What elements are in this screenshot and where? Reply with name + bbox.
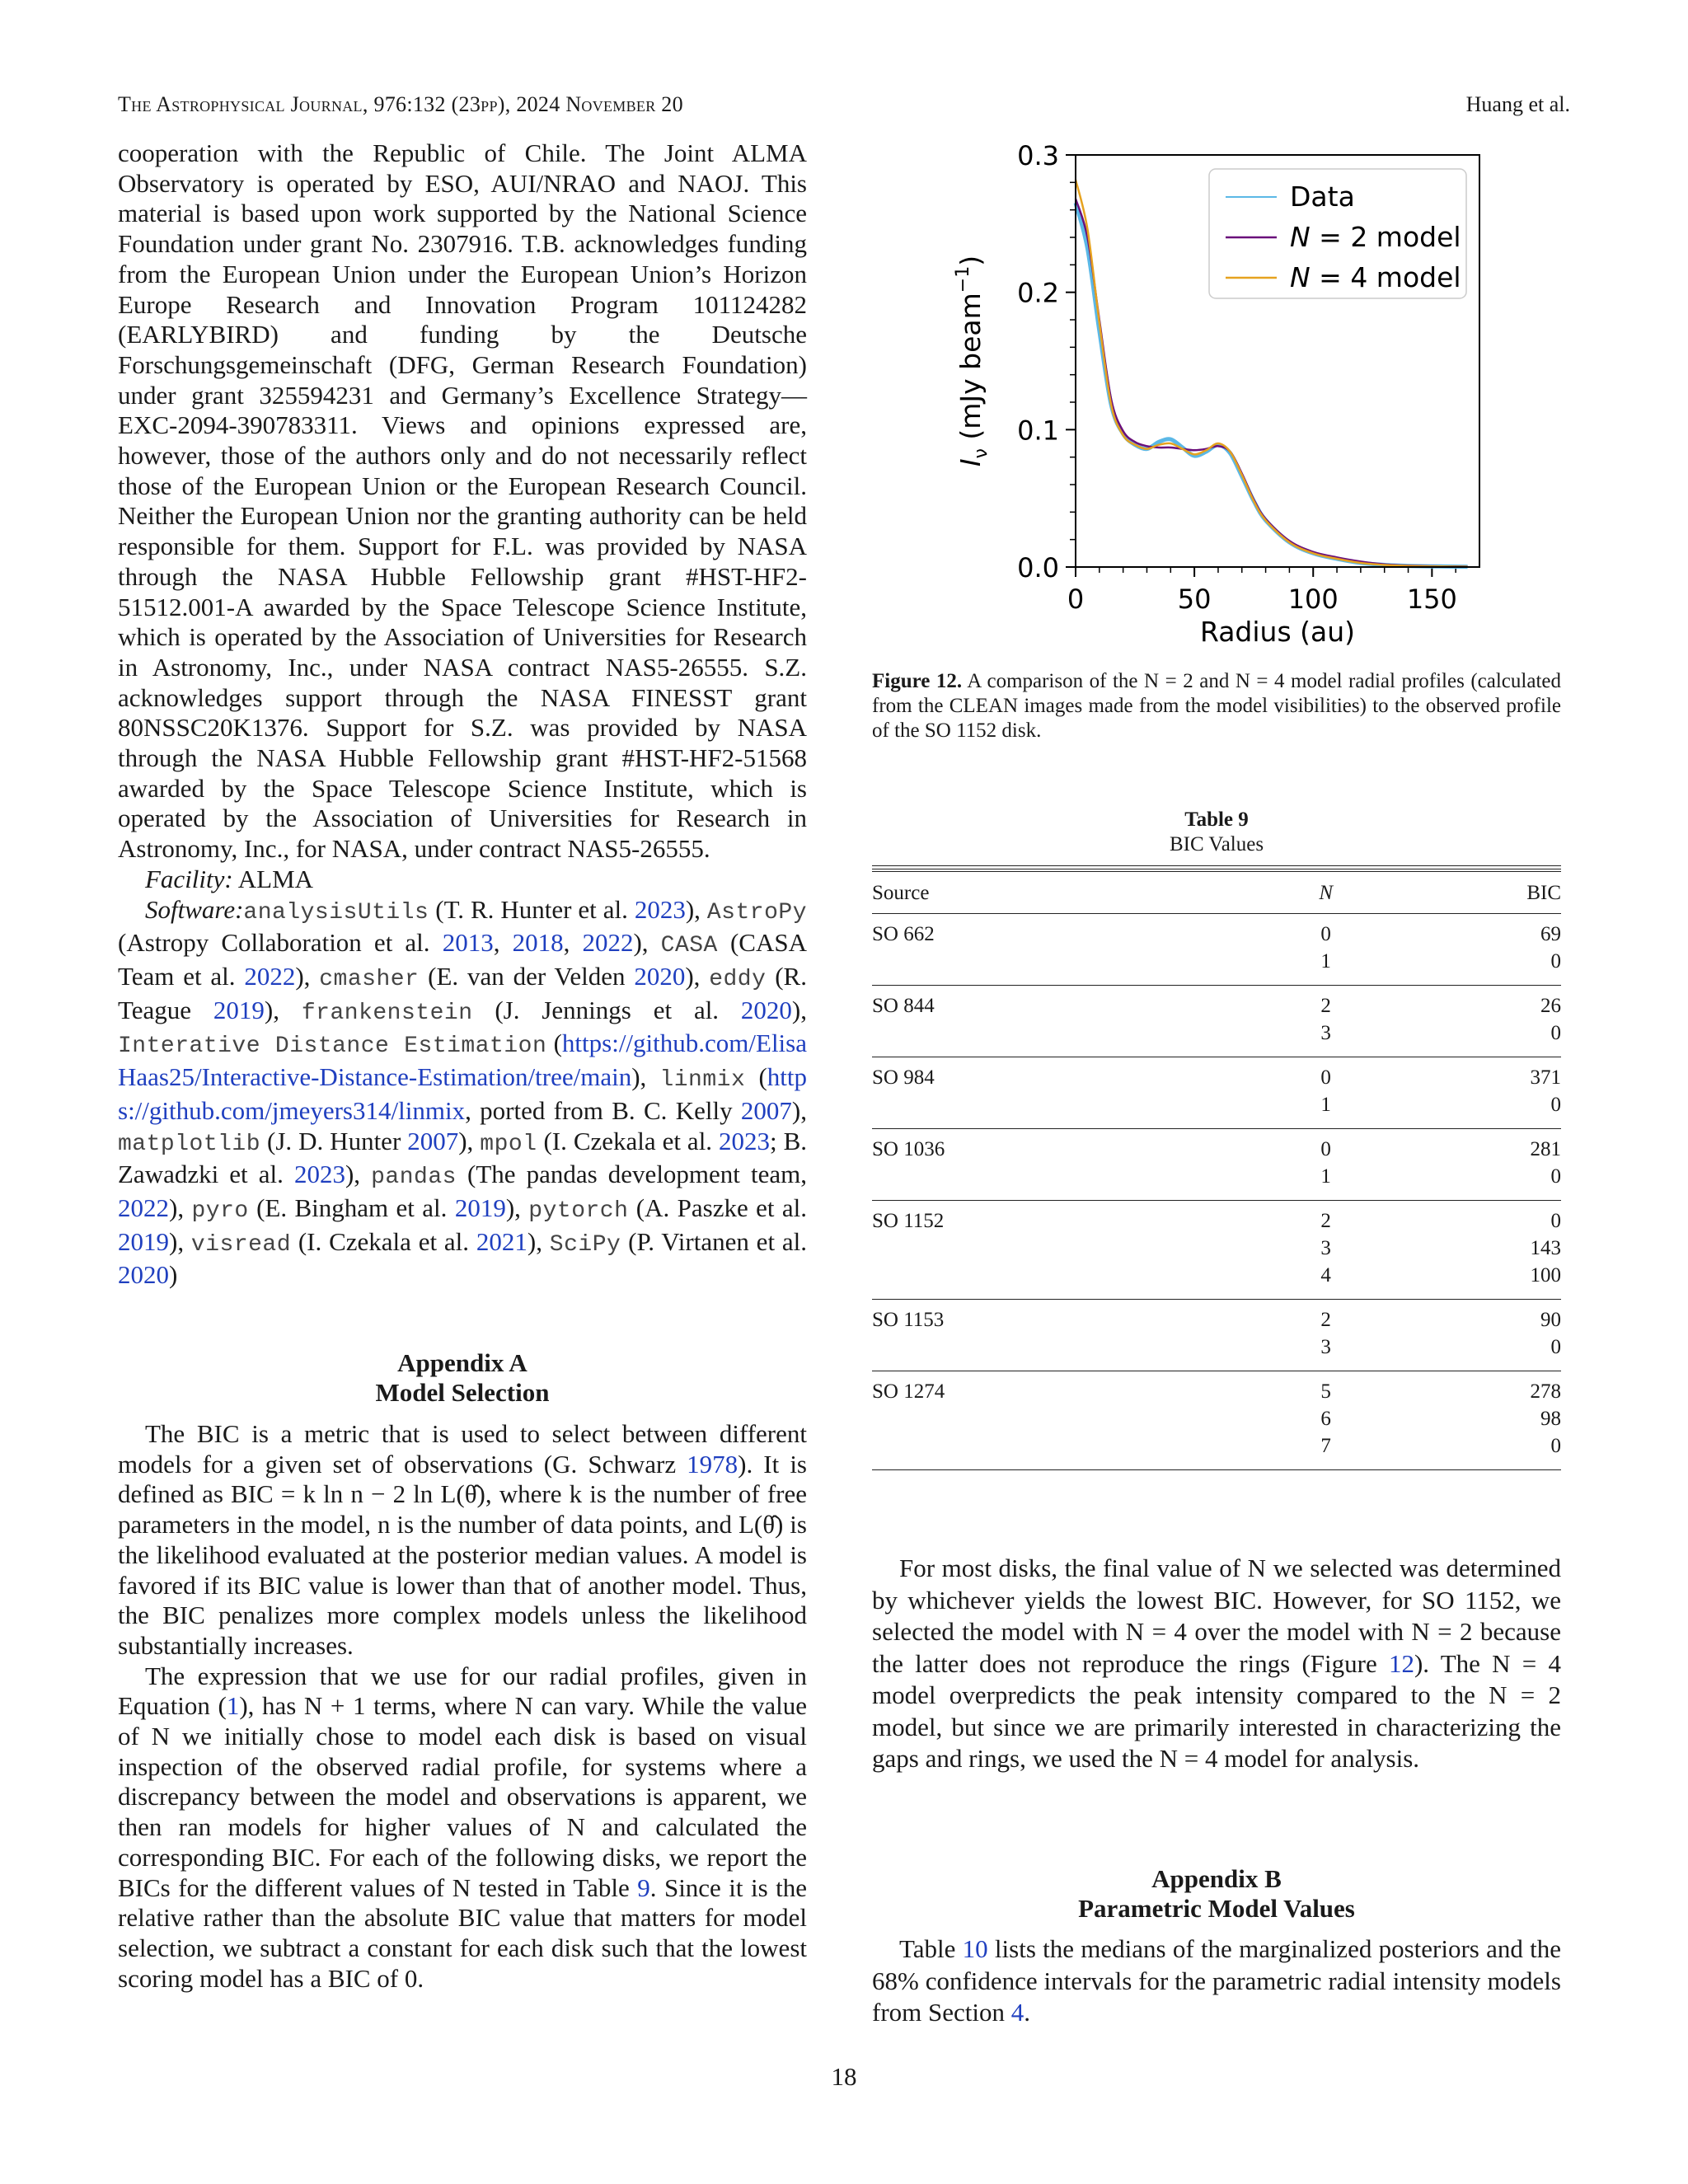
body-text: Table: [899, 1934, 963, 1963]
x-tick-label: 50: [1177, 583, 1212, 615]
ref-text: ),: [791, 1095, 807, 1125]
cell-n: [1287, 1057, 1365, 1129]
table-row: [872, 1300, 1561, 1371]
journal-citation: The Astrophysical Journal, 976:132 (23pp), 2024 November 20: [118, 92, 683, 116]
table-row: [872, 1057, 1561, 1129]
citation-link[interactable]: 2018: [512, 928, 564, 958]
ref-text: ),: [458, 1126, 481, 1155]
model-choice-paragraph: [872, 1553, 1561, 1775]
n-value: 1: [1320, 1094, 1331, 1116]
citation-link[interactable]: 2007: [740, 1095, 792, 1125]
bic-value: 0: [1550, 1094, 1561, 1116]
x-tick-label: 100: [1287, 583, 1339, 615]
bic-value: 0: [1550, 1210, 1561, 1232]
n-value: 0: [1320, 923, 1331, 945]
software-linmix: linmix: [659, 1067, 746, 1094]
author-header: Huang et al.: [1465, 92, 1570, 116]
n-value: 6: [1320, 1408, 1331, 1430]
table-subtitle: BIC Values: [1169, 833, 1264, 855]
figure-link[interactable]: 12: [1388, 1648, 1414, 1678]
header-bic: BIC: [1365, 870, 1561, 914]
y-label-symbol: I: [954, 458, 987, 467]
citation-link[interactable]: 2022: [118, 1193, 169, 1222]
bic-value: 90: [1540, 1309, 1561, 1331]
body-text: ). The N = 4 model overpredicts the peak intensity compared to the N = 2 model, but since we are primarily interested in characterizing the gaps and rings, we used the N = 4 model for analysis.: [872, 1648, 1561, 1773]
software-mpol: mpol: [480, 1131, 537, 1157]
n-value: 3: [1320, 1237, 1331, 1259]
appendix-a-label: Appendix A: [397, 1348, 528, 1378]
ref-text: , ported from B. C. Kelly: [465, 1095, 741, 1125]
page-number: 18: [831, 2062, 857, 2091]
bic-value: 0: [1550, 1022, 1561, 1044]
y-tick-label: 0.2: [1017, 277, 1059, 309]
ref-text: ): [169, 1260, 178, 1290]
bic-value: 143: [1530, 1237, 1561, 1259]
n-value: 4: [1320, 1264, 1331, 1286]
bic-table: [872, 869, 1561, 1470]
y-label-units: (mJy beam: [954, 293, 987, 449]
body-text: For most disks, the final value of N we selected was determined by whichever yields the lowest BIC. However, for SO 1152, we selected the model with N = 4 over the model with N = 2 because the latter does not reproduce the rings (Figure: [872, 1554, 1561, 1678]
ref-text: ),: [685, 961, 710, 991]
header-source: Source: [872, 870, 1287, 914]
appendix-b-paragraph: [872, 1933, 1561, 2029]
appendix-a-title: Model Selection: [375, 1378, 550, 1408]
legend: [1209, 169, 1466, 298]
cell-bic: [1365, 1300, 1561, 1371]
table-row: [872, 986, 1561, 1057]
bic-value: 0: [1550, 950, 1561, 972]
citation-link[interactable]: 2019: [454, 1193, 506, 1222]
citation-link[interactable]: 2019: [213, 995, 265, 1024]
table-row: [872, 1201, 1561, 1300]
ref-text: ),: [345, 1160, 372, 1189]
ref-text: (E. van der Velden: [419, 961, 635, 991]
citation-link[interactable]: 2023: [293, 1160, 345, 1189]
left-column: [118, 138, 807, 1994]
software-matplotlib: matplotlib: [118, 1131, 261, 1157]
radial-profile-chart: [927, 138, 1488, 666]
bic-value: 0: [1550, 1165, 1561, 1188]
citation-link[interactable]: 2021: [476, 1226, 528, 1256]
n-value: 7: [1320, 1435, 1331, 1457]
table-link[interactable]: 9: [637, 1872, 650, 1902]
ref-text: (R. Teague: [118, 961, 807, 1024]
n-value: 3: [1320, 1336, 1331, 1358]
table-header-row: [872, 870, 1561, 914]
n-value: 2: [1320, 1309, 1331, 1331]
body-text: The BIC is a metric that is used to select between different models for a given set of observations (G. Schwarz: [118, 1419, 807, 1479]
ref-text: (Astropy Collaboration et al.: [118, 928, 443, 958]
bic-value: 281: [1530, 1138, 1561, 1160]
facility-value: ALMA: [237, 864, 314, 893]
bic-value: 371: [1530, 1066, 1561, 1089]
software-frankenstein: frankenstein: [301, 1000, 473, 1026]
cell-bic: [1365, 1371, 1561, 1470]
ref-text: (J. D. Hunter: [260, 1126, 408, 1155]
legend-symbol: N: [1290, 261, 1311, 293]
legend-entry: [1290, 261, 1461, 293]
bic-value: 69: [1540, 923, 1561, 945]
appendix-b-title: Parametric Model Values: [1078, 1894, 1355, 1923]
citation-link[interactable]: 2023: [719, 1126, 771, 1155]
software-pandas: pandas: [371, 1165, 457, 1191]
table-link[interactable]: 10: [962, 1934, 988, 1963]
citation-link[interactable]: 1978: [687, 1449, 738, 1479]
bic-value: 0: [1550, 1435, 1561, 1457]
bic-value: 0: [1550, 1336, 1561, 1358]
software-astropy: AstroPy: [706, 899, 807, 926]
y-tick-label: 0.1: [1017, 415, 1059, 447]
legend-text: = 4 model: [1310, 261, 1461, 293]
ref-text: (I. Czekala et al.: [291, 1226, 476, 1256]
legend-text: Data: [1290, 180, 1355, 213]
cell-n: [1287, 1371, 1365, 1470]
bic-value: 98: [1540, 1408, 1561, 1430]
ref-text: ),: [295, 961, 320, 991]
citation-link[interactable]: 2013: [442, 928, 494, 958]
ref-text: (T. R. Hunter et al.: [429, 894, 635, 924]
url-link[interactable]: https://github.com/ElisaHaas25/Interactive-Distance-Estimation/tree/main: [118, 1029, 807, 1092]
cell-source: SO 1274: [872, 1371, 1287, 1470]
appendix-b: [872, 1864, 1561, 2029]
cell-bic: [1365, 1201, 1561, 1300]
table-9: [872, 808, 1561, 1470]
n-value: 1: [1320, 950, 1331, 972]
software-casa: CASA: [660, 933, 718, 959]
cell-bic: [1365, 1057, 1561, 1129]
software-analysisutils: analysisUtils: [243, 899, 429, 926]
citation-link[interactable]: 2020: [118, 1260, 169, 1290]
header-n: N: [1287, 870, 1365, 914]
citation-link[interactable]: 2020: [634, 961, 686, 991]
cell-bic: [1365, 986, 1561, 1057]
citation-link[interactable]: 2007: [407, 1126, 459, 1155]
ref-text: ),: [685, 894, 707, 924]
software-visread: visread: [190, 1231, 292, 1258]
equation-link[interactable]: 1: [226, 1691, 240, 1721]
citation-link[interactable]: 2023: [634, 894, 686, 924]
appendix-b-heading: [872, 1864, 1561, 1924]
cell-source: SO 1152: [872, 1201, 1287, 1300]
citation-link[interactable]: 2022: [244, 961, 296, 991]
legend-entry: [1290, 180, 1355, 213]
body-text: lists the medians of the marginalized posteriors and the 68% confidence intervals for the parametric radial intensity models from Section: [872, 1934, 1562, 2027]
ref-text: ),: [527, 1226, 550, 1256]
bic-value: 100: [1530, 1264, 1561, 1286]
acknowledgments-paragraph: cooperation with the Republic of Chile. The Joint ALMA Observatory is operated by ESO, AUI/NRAO and NAOJ. This material is based upon work supported by the National Science Foundation under grant No. 2307916. T.B. acknowledges funding from the European Union under the European Union’s Horizon Europe Research and Innovation Program 101124282 (EARLYBIRD) and funding by the Deutsche Forschungsgemeinschaft (DFG, German Research Foundation) under grant 325594231 and Germany’s Excellence Strategy—EXC-2094-390783311. Views and opinions expressed are, however, those of the authors only and do not necessarily reflect those of the European Union or the European Research Council. Neither the European Union nor the granting authority can be held responsible for them. Support for F.L. was provided by NASA through the NASA Hubble Fellowship grant #HST-HF2-51512.001-A awarded by the Space Telescope Science Institute, which is operated by the Association of Universities for Research in Astronomy, Inc., under NASA contract NAS5-26555. S.Z. acknowledges support through the NASA FINESST grant 80NSSC20K1376. Support for S.Z. was provided by NASA through the NASA Hubble Fellowship grant #HST-HF2-51568 awarded by the Space Telescope Science Institute, which is operated by the Association of Universities for Research in Astronomy, Inc., for NASA, under contract NAS5-26555.: [118, 138, 807, 864]
ref-text: ; B. Zawadzki et al.: [118, 1126, 808, 1189]
legend-text: = 2 model: [1310, 221, 1461, 253]
y-tick-label: 0.3: [1017, 140, 1059, 171]
appendix-a-paragraph-2: [118, 1661, 807, 1994]
caption-label: Figure 12.: [872, 670, 963, 692]
figure-12-caption: [872, 669, 1561, 743]
ref-text: (: [745, 1062, 767, 1092]
y-label-subscript: ν: [971, 448, 992, 459]
ref-text: (J. Jennings et al.: [472, 995, 741, 1024]
body-text: ), has N + 1 terms, where N can vary. While the value of N we initially chose to model each disk is based on visual inspection of the observed radial profile, for systems where a discrepancy between the model and observations is apparent, we then ran models for higher values of N and calculated the corresponding BIC. For each of the following disks, we report the BICs for the different values of N tested in Table: [118, 1691, 807, 1902]
facility-label: Facility:: [145, 864, 233, 893]
appendix-b-label: Appendix B: [1151, 1864, 1282, 1893]
cell-source: SO 662: [872, 914, 1287, 986]
bic-value: 278: [1530, 1380, 1561, 1403]
x-tick-label: 150: [1406, 583, 1457, 615]
bic-value: 26: [1540, 995, 1561, 1017]
ref-text: ),: [633, 928, 661, 958]
x-axis-label: Radius (au): [1199, 616, 1356, 648]
software-paragraph: [118, 895, 807, 1291]
cell-source: SO 984: [872, 1057, 1287, 1129]
n-value: 2: [1320, 1210, 1331, 1232]
citation-link[interactable]: 2020: [740, 995, 792, 1024]
y-label-superscript: −1: [953, 265, 973, 293]
x-tick-label: 0: [1067, 583, 1085, 615]
ref-text: ),: [505, 1193, 529, 1222]
software-eddy: eddy: [709, 966, 767, 992]
software-pyro: pyro: [191, 1197, 249, 1224]
cell-source: SO 844: [872, 986, 1287, 1057]
citation-link[interactable]: 2019: [118, 1226, 169, 1256]
y-tick-label: 0.0: [1017, 552, 1059, 583]
table-row: [872, 1371, 1561, 1470]
url-link[interactable]: https://github.com/jmeyers314/linmix: [118, 1062, 808, 1125]
n-value: 2: [1320, 995, 1331, 1017]
ref-text: ),: [169, 1226, 191, 1256]
ref-text: ,: [563, 928, 583, 958]
cell-n: [1287, 1129, 1365, 1201]
appendix-a-heading: [118, 1348, 807, 1408]
cell-source: SO 1036: [872, 1129, 1287, 1201]
n-value: 0: [1320, 1138, 1331, 1160]
section-link[interactable]: 4: [1010, 1998, 1025, 2027]
cell-bic: [1365, 914, 1561, 986]
software-pytorch: pytorch: [528, 1197, 629, 1224]
figure-12: [927, 138, 1488, 666]
body-text: .: [1024, 1998, 1030, 2027]
y-label-close: ): [954, 255, 987, 266]
cell-n: [1287, 986, 1365, 1057]
body-text: ). It is defined as BIC = k ln n − 2 ln L(θ̂), where k is the number of free parameters in the model, n is the number of data points, and L(θ̂) is the likelihood evaluated at the posterior median values. A model is favored if its BIC value is lower than that of another model. Thus, the BIC penalizes more complex models unless the likelihood substantially increases.: [118, 1449, 807, 1660]
ref-text: (: [546, 1029, 562, 1058]
ref-text: (P. Virtanen et al.: [621, 1226, 808, 1256]
cell-source: SO 1153: [872, 1300, 1287, 1371]
cell-n: [1287, 1300, 1365, 1371]
ref-text: (CASA Team et al.: [118, 928, 807, 991]
facility-line: [118, 865, 807, 895]
ref-text: (A. Paszke et al.: [628, 1193, 808, 1222]
table-row: [872, 914, 1561, 986]
y-axis-label: [953, 255, 992, 466]
software-distance-estimation: Interative Distance Estimation: [118, 1033, 547, 1060]
ref-text: ,: [493, 928, 513, 958]
body-text: . Since it is the relative rather than the absolute BIC value that matters for model selection, we subtract a constant for each disk such that the lowest scoring model has a BIC of 0.: [118, 1872, 807, 1993]
ref-text: ),: [264, 995, 302, 1024]
body-text: The expression that we use for our radial profiles, given in Equation (: [118, 1661, 807, 1721]
right-column-text: [872, 1553, 1561, 1775]
ref-text: (I. Czekala et al.: [537, 1126, 720, 1155]
software-label: Software:: [145, 894, 244, 924]
ref-text: (The pandas development team,: [456, 1160, 807, 1189]
table-row: [872, 1129, 1561, 1201]
ref-text: ),: [169, 1193, 192, 1222]
caption-text: A comparison of the N = 2 and N = 4 model radial profiles (calculated from the CLEAN images made from the model visibilities) to the observed profile of the SO 1152 disk.: [872, 670, 1561, 742]
software-cmasher: cmasher: [319, 966, 420, 992]
software-scipy: SciPy: [549, 1231, 621, 1258]
ref-text: (E. Bingham et al.: [248, 1193, 455, 1222]
n-value: 1: [1320, 1165, 1331, 1188]
ref-text: ),: [631, 1062, 660, 1092]
n-value: 0: [1320, 1066, 1331, 1089]
legend-symbol: N: [1290, 221, 1311, 253]
table-title: Table 9: [1184, 808, 1249, 831]
cell-bic: [1365, 1129, 1561, 1201]
n-value: 3: [1320, 1022, 1331, 1044]
n-value: 5: [1320, 1380, 1331, 1403]
ref-text: ),: [791, 995, 807, 1024]
cell-n: [1287, 1201, 1365, 1300]
appendix-a-paragraph-1: [118, 1419, 807, 1661]
citation-link[interactable]: 2022: [582, 928, 634, 958]
legend-entry: [1290, 221, 1461, 253]
cell-n: [1287, 914, 1365, 986]
